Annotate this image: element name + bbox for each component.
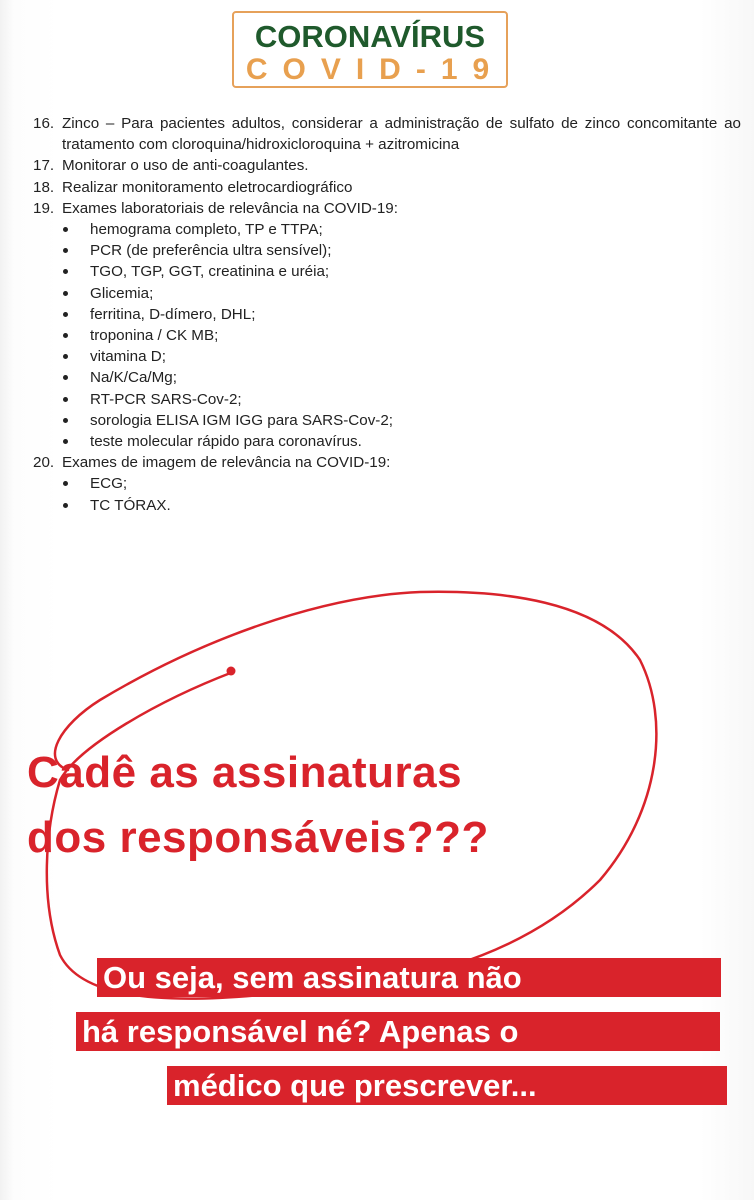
item-18 xyxy=(33,177,741,198)
list-item: TC TÓRAX. xyxy=(33,495,741,516)
caption-line-2: há responsável né? Apenas o xyxy=(76,1012,720,1051)
item-text: Exames laboratoriais de relevância na COVID-19: xyxy=(62,199,398,217)
item-text: Zinco – Para pacientes adultos, considerar a administração de sulfato de zinco concomitante ao tratamento com cloroquina/hidroxicloroquina + azitromicina xyxy=(62,115,741,154)
list-item: ECG; xyxy=(33,473,741,494)
image-exams-list xyxy=(33,473,741,515)
list-item: hemograma completo, TP e TTPA; xyxy=(33,219,741,240)
item-text: Realizar monitoramento eletrocardiográfico xyxy=(62,178,353,196)
item-number: 20. xyxy=(33,454,55,472)
list-item: ferritina, D-dímero, DHL; xyxy=(33,304,741,325)
item-text: Exames de imagem de relevância na COVID-19: xyxy=(62,454,391,472)
list-item: Na/K/Ca/Mg; xyxy=(33,367,741,388)
item-19 xyxy=(33,198,741,219)
item-17 xyxy=(33,155,741,176)
list-item: troponina / CK MB; xyxy=(33,325,741,346)
caption-line-3: médico que prescrever... xyxy=(167,1066,727,1105)
item-16 xyxy=(33,113,741,155)
logo-title: CORONAVÍRUS xyxy=(254,19,486,54)
annotation-line-1: Cadê as assinaturas xyxy=(27,748,463,797)
item-number: 18. xyxy=(33,178,55,196)
logo-subtitle: COVID-19 xyxy=(245,53,505,86)
item-number: 16. xyxy=(33,115,55,132)
list-item: teste molecular rápido para coronavírus. xyxy=(33,431,741,452)
item-text: Monitorar o uso de anti-coagulantes. xyxy=(62,157,309,175)
list-item: sorologia ELISA IGM IGG para SARS-Cov-2; xyxy=(33,410,741,431)
lab-exams-list xyxy=(33,219,741,452)
list-item: vitamina D; xyxy=(33,346,741,367)
coronavirus-logo xyxy=(232,11,508,88)
item-number: 19. xyxy=(33,199,55,217)
list-item: Glicemia; xyxy=(33,283,741,304)
list-item: RT-PCR SARS-Cov-2; xyxy=(33,389,741,410)
annotation-line-2: dos responsáveis??? xyxy=(27,813,489,862)
item-number: 17. xyxy=(33,157,55,175)
list-item: PCR (de preferência ultra sensível); xyxy=(33,240,741,261)
caption-line-1: Ou seja, sem assinatura não xyxy=(97,958,721,997)
document-body xyxy=(33,113,741,516)
list-item: TGO, TGP, GGT, creatinina e uréia; xyxy=(33,261,741,282)
item-20 xyxy=(33,452,741,473)
